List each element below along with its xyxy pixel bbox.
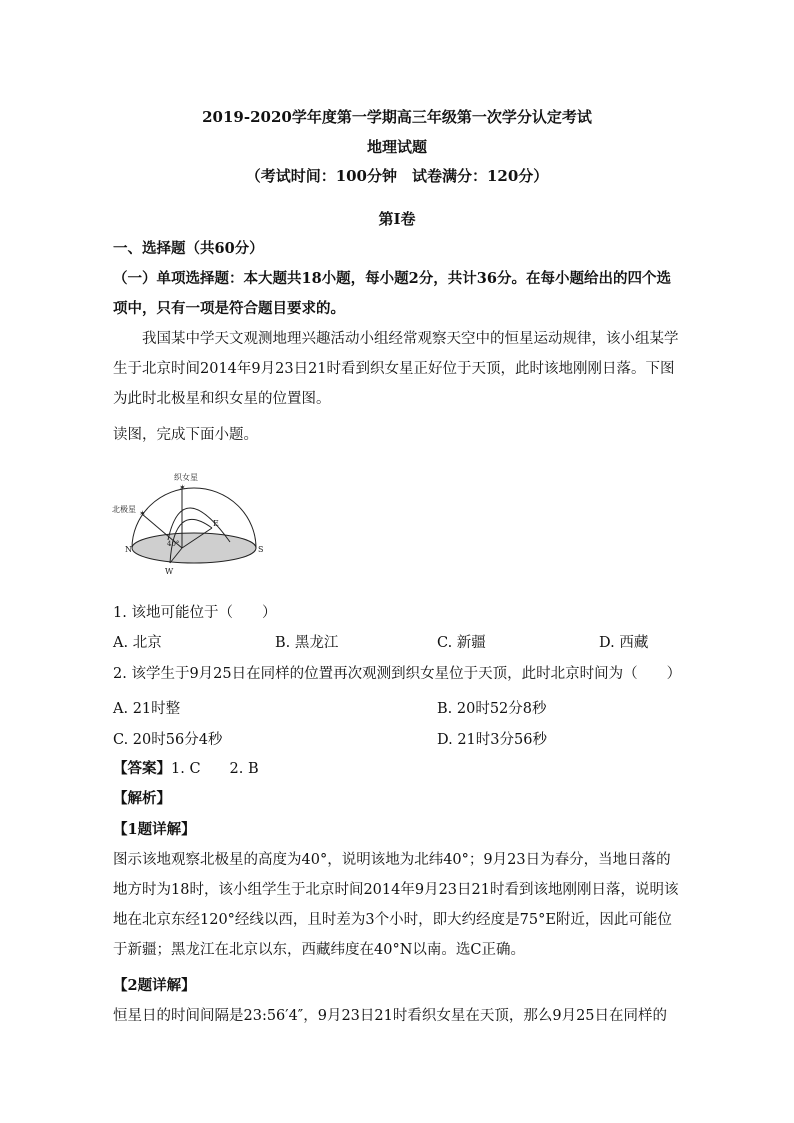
passage-text: 我国某中学天文观测地理兴趣活动小组经常观察天空中的恒星运动规律，该小组某学生于北京时间2014年9月23日21时看到织女星正好位于天顶，此时该地刚刚日落。下图为此时北极星和织女星的位置图。	[113, 331, 679, 407]
horizon-plane	[132, 533, 256, 563]
west-label: W	[165, 567, 174, 576]
subject-title: 地理试题	[366, 138, 427, 156]
q2-option-a: A. 21时整	[113, 701, 181, 717]
question-1-stem: 1. 该地可能位于（ ）	[113, 605, 277, 621]
q1-option-b: B. 黑龙江	[275, 635, 339, 651]
polaris-label: 北极星	[112, 505, 136, 514]
explanation-label: 【解析】	[113, 790, 171, 807]
section-title: 一、选择题（共60分）	[113, 240, 264, 257]
exam-info: （考试时间：100分钟 试卷满分：120分）	[245, 167, 549, 185]
q1-option-c: C. 新疆	[437, 635, 486, 651]
celestial-sphere-figure	[112, 470, 262, 580]
north-label: N	[125, 545, 132, 554]
q1-option-a: A. 北京	[113, 635, 162, 651]
vega-label: 织女星	[174, 473, 198, 482]
angle-label: 40°	[167, 540, 180, 548]
answer-label: 【答案】	[113, 760, 171, 777]
question-1-options	[113, 631, 683, 661]
detail-1-text: 图示该地观察北极星的高度为40°，说明该地为北纬40°；9月23日为春分，当地日落的地方时为18时，该小组学生于北京时间2014年9月23日21时看到该地刚刚日落，说明该地在北京东经120°经线以西，且时差为3个小时，即大约经度是75°E附近，因此可能位于新疆；黑龙江在北京以东，西藏纬度在40°N以南。选C正确。	[113, 852, 679, 958]
question-2-stem: 2. 该学生于9月25日在同样的位置再次观测到织女星位于天顶，此时北京时间为（ ）	[113, 666, 682, 682]
q2-option-b: B. 20时52分8秒	[437, 701, 547, 717]
read-prompt: 读图，完成下面小题。	[113, 427, 258, 443]
exam-title: 2019-2020学年度第一学期高三年级第一次学分认定考试	[202, 108, 592, 126]
answer-line	[113, 754, 683, 784]
answer-text: 1. C 2. B	[171, 761, 259, 777]
detail-1-label: 【1题详解】	[113, 821, 196, 838]
east-label: E	[213, 519, 219, 528]
q2-option-d: D. 21时3分56秒	[437, 732, 547, 748]
q2-option-c: C. 20时56分4秒	[113, 732, 223, 748]
detail-2-text: 恒星日的时间间隔是23:56′4″，9月23日21时看织女星在天顶，那么9月25日在同样的	[113, 1008, 668, 1024]
section-instruction: （一）单项选择题：本大题共18小题，每小题2分，共计36分。在每小题给出的四个选项中，只有一项是符合题目要求的。	[113, 270, 671, 317]
vega-star-icon: ✶	[179, 483, 186, 492]
detail-2-label: 【2题详解】	[113, 977, 196, 994]
south-label: S	[258, 545, 264, 554]
q1-option-d: D. 西藏	[599, 635, 649, 651]
polaris-star-icon: ✶	[139, 509, 146, 518]
volume-title: 第Ⅰ卷	[378, 210, 416, 228]
question-2-options-row1	[113, 697, 683, 727]
